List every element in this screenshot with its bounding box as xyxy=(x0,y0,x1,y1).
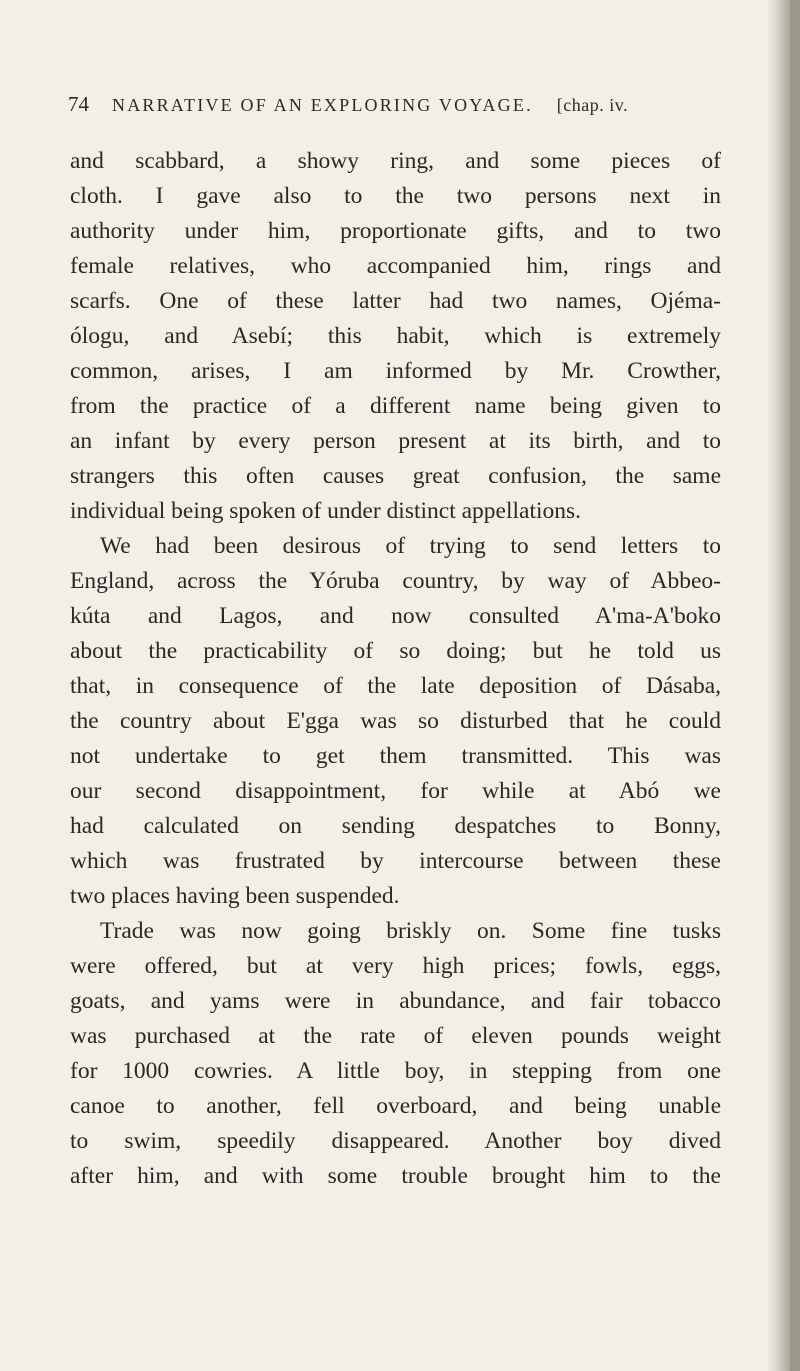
page-binding-edge xyxy=(790,0,800,1371)
chapter-mark: [chap. iv. xyxy=(556,95,629,115)
text-line: canoe to another, fell overboard, and being unable xyxy=(70,1093,721,1119)
text-line: about the practicability of so doing; but he told us xyxy=(70,638,721,664)
text-line: the country about E'gga was so disturbed that he could xyxy=(70,708,721,734)
text-line: which was frustrated by intercourse between these xyxy=(70,848,721,874)
text-line: had calculated on sending despatches to Bonny, xyxy=(70,813,721,839)
text-line: and scabbard, a showy ring, and some pieces of xyxy=(70,148,721,174)
text-line: from the practice of a different name being given to xyxy=(70,393,721,419)
text-line: strangers this often causes great confusion, the same xyxy=(70,463,721,489)
running-head xyxy=(68,92,728,122)
text-line: that, in consequence of the late deposition of Dásaba, xyxy=(70,673,721,699)
text-line: England, across the Yóruba country, by way of Abbeo- xyxy=(70,568,721,594)
text-line: not undertake to get them transmitted. This was xyxy=(70,743,721,769)
text-line: authority under him, proportionate gifts, and to two xyxy=(70,218,721,244)
text-line: for 1000 cowries. A little boy, in stepping from one xyxy=(70,1058,721,1084)
page-number: 74 xyxy=(68,92,89,116)
text-line: our second disappointment, for while at Abó we xyxy=(70,778,721,804)
paragraph-start-line: Trade was now going briskly on. Some fine tusks xyxy=(100,918,721,944)
text-line: scarfs. One of these latter had two names, Ojéma- xyxy=(70,288,721,314)
text-line: individual being spoken of under distinct appellations. xyxy=(70,498,582,524)
text-line: cloth. I gave also to the two persons next in xyxy=(70,183,721,209)
text-line: female relatives, who accompanied him, rings and xyxy=(70,253,721,279)
text-line: ólogu, and Asebí; this habit, which is extremely xyxy=(70,323,721,349)
text-line: two places having been suspended. xyxy=(70,883,400,909)
body-text xyxy=(70,144,721,1194)
paragraph-start-line: We had been desirous of trying to send letters to xyxy=(100,533,721,559)
text-line: was purchased at the rate of eleven pounds weight xyxy=(70,1023,721,1049)
text-line: were offered, but at very high prices; fowls, eggs, xyxy=(70,953,721,979)
text-line: an infant by every person present at its birth, and to xyxy=(70,428,721,454)
text-line: goats, and yams were in abundance, and fair tobacco xyxy=(70,988,721,1014)
text-line: to swim, speedily disappeared. Another boy dived xyxy=(70,1128,721,1154)
text-line: kúta and Lagos, and now consulted A'ma-A'boko xyxy=(70,603,721,629)
text-line: after him, and with some trouble brought him to the xyxy=(70,1163,721,1189)
running-title: NARRATIVE OF AN EXPLORING VOYAGE. xyxy=(112,95,533,115)
text-line: common, arises, I am informed by Mr. Crowther, xyxy=(70,358,721,384)
